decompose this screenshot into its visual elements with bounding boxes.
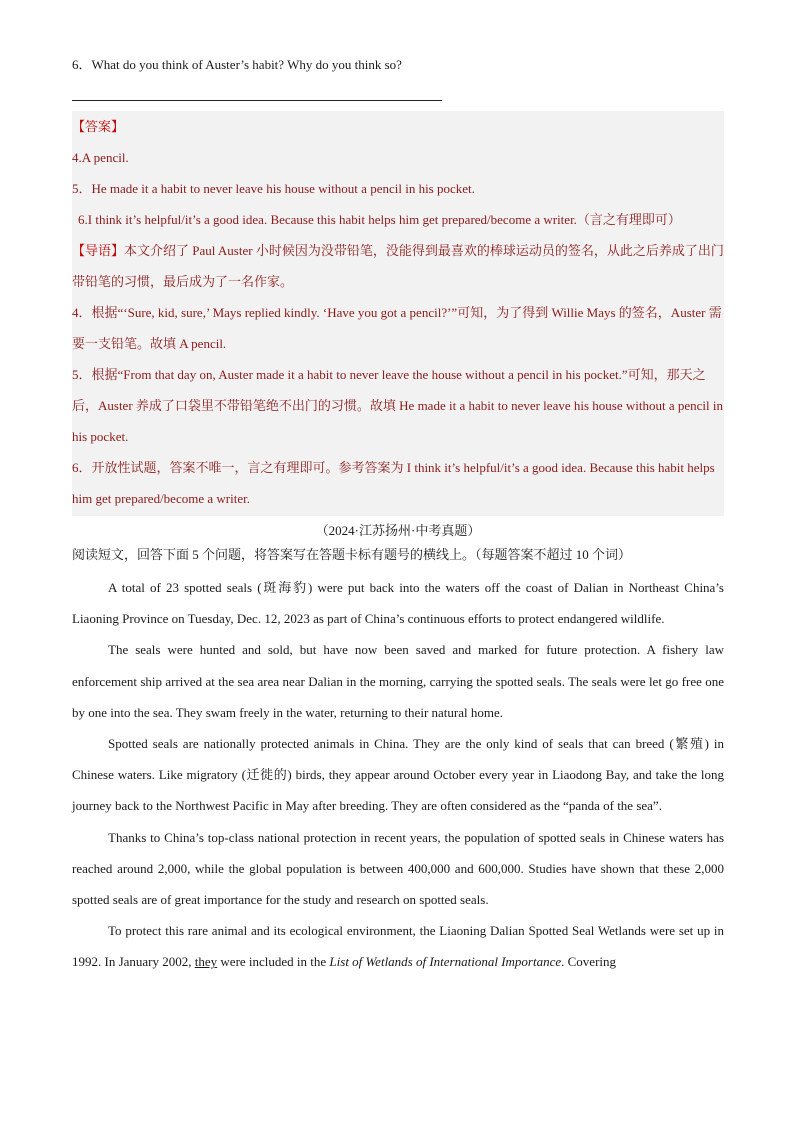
reading-passage (72, 572, 724, 978)
answer-5: 5．He made it a habit to never leave his house without a pencil in his pocket. (72, 181, 475, 196)
wetlands-list-title: List of Wetlands of International Importance (329, 954, 562, 970)
answer-blank-line[interactable] (72, 76, 442, 101)
explanation-5: 5．根据“From that day on, Auster made it a habit to never leave the house without a pencil in his pocket.”可知，那天之后，Auster 养成了口袋里不带铅笔绝不出门的习惯。故填 He made it a habit to never leave his house without a pencil in his pocket. (72, 367, 723, 444)
guide-tag: 【导语】 (72, 243, 125, 258)
source-label: （2024·江苏扬州·中考真题） (315, 523, 481, 538)
question-6: 6．What do you think of Auster’s habit? Why do you think so? (72, 57, 402, 72)
answer-tag: 【答案】 (72, 119, 125, 134)
explanation-6: 6．开放性试题，答案不唯一，言之有理即可。参考答案为 I think it’s helpful/it’s a good idea. Because this habit helps him get prepared/become a writer. (72, 460, 715, 506)
reading-instruction: 阅读短文，回答下面 5 个问题，将答案写在答题卡标有题号的横线上。（每题答案不超过 10 个词） (72, 547, 632, 562)
passage-paragraph-5 (72, 915, 724, 977)
passage-paragraph-2: The seals were hunted and sold, but have now been saved and marked for future protection. A fishery law enforcement ship arrived at the sea area near Dalian in the morning, carrying the spotted seals. The seals were let go free one by one into the sea. They swam freely in the water, returning to their natural home. (72, 642, 724, 720)
answer-4: 4.A pencil. (72, 150, 129, 165)
document-page (72, 54, 724, 978)
p5-part-c: . Covering (561, 954, 617, 970)
passage-paragraph-1: A total of 23 spotted seals (斑海豹) were put back into the waters off the coast of Dalian in Northeast China’s Liaoning Province on Tuesday, Dec. 12, 2023 as part of China’s continuous efforts to protect endangered wildlife. (72, 580, 724, 627)
underlined-word-they: they (194, 954, 218, 970)
guide-paragraph (72, 235, 724, 297)
passage-paragraph-3: Spotted seals are nationally protected animals in China. They are the only kind of seals that can breed (繁殖) in Chinese waters. Like migratory (迁徙的) birds, they appear around October every year in Liaodong Bay, and take the long journey back to the Northwest Pacific in May after breeding. They are often considered as the “panda of the sea”. (72, 736, 724, 814)
passage-paragraph-4: Thanks to China’s top-class national protection in recent years, the population of spotted seals in Chinese waters has reached around 2,000, while the global population is between 400,000 and 600,000. Studies have shown that these 2,000 spotted seals are of great importance for the study and research on spotted seals. (72, 829, 724, 908)
explanation-4: 4．根据“‘Sure, kid, sure,’ Mays replied kindly. ‘Have you got a pencil?’”可知，为了得到 Willie Mays 的签名，Auster 需要一支铅笔。故填 A pencil. (72, 305, 722, 351)
answer-6: 6.I think it’s helpful/it’s a good idea. Because this habit helps him get prepared/become a writer.（言之有理即可） (78, 212, 681, 227)
guide-text: 本文介绍了 Paul Auster 小时候因为没带铅笔，没能得到最喜欢的棒球运动员的签名，从此之后养成了出门带铅笔的习惯，最后成为了一名作家。 (72, 243, 724, 289)
p5-part-a: To protect this rare animal and its ecological environment, the Liaoning Dalian Spotted Seal Wetlands were set up in 1992. In January 2002, (72, 923, 724, 970)
p5-part-b: were included in the (217, 954, 330, 970)
answer-section (72, 111, 724, 516)
